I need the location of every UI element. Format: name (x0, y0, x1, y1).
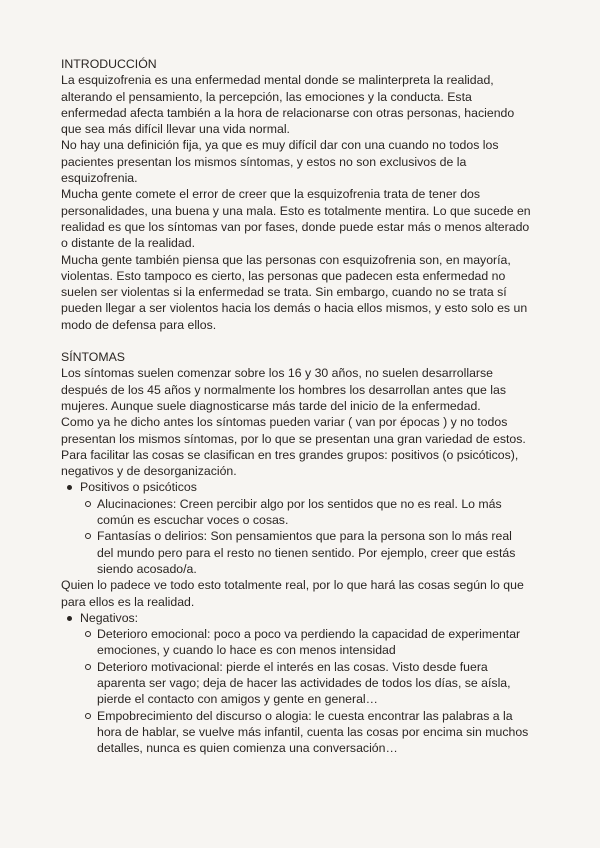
intro-paragraph: No hay una definición fija, ya que es muy difícil dar con una cuando no todos los pacientes presentan los mismos síntomas, y estos no son exclusivos de la esquizofrenia. (61, 138, 499, 186)
intro-paragraph: La esquizofrenia es una enfermedad mental donde se malinterpreta la realidad, alterando el pensamiento, la percepción, las emociones y la conducta. Esta enfermedad afecta también a la hora de relacionarse con otras personas, haciendo que sea más difícil llevar una vida normal. (61, 73, 515, 137)
sintomas-paragraph: Como ya he dicho antes los síntomas pueden variar ( van por épocas ) y no todos presentan los mismos síntomas, por lo que se presentan una gran variedad de estos. (61, 415, 526, 446)
sintomas-paragraph: Los síntomas suelen comenzar sobre los 16 y 30 años, no suelen desarrollarse después de los 45 años y normalmente los hombres los desarrollan antes que las mujeres. Aunque suele diagnosticarse más tarde del inicio de la enfermedad. (61, 366, 506, 413)
list-item: Alucinaciones: Creen percibir algo por los sentidos que no es real. Lo más común es escuchar voces o cosas. (61, 496, 531, 529)
positivos-sublist (61, 496, 531, 577)
positivos-label: Positivos o psicóticos (80, 480, 197, 495)
sintomas-heading: SÍNTOMAS (61, 350, 126, 365)
negativos-label: Negativos: (80, 610, 139, 625)
intro-heading: INTRODUCCIÓN (61, 57, 157, 71)
list-item: Deterioro emocional: poco a poco va perdiendo la capacidad de experimentar emociones, y cuando lo hace es con menos intensidad (61, 626, 531, 659)
list-item-negativos (61, 610, 531, 757)
positivos-list (61, 479, 531, 577)
list-item: Fantasías o delirios: Son pensamientos que para la persona son lo más real del mundo pero para el resto no tienen sentido. Por ejemplo, creer que estás siendo acosado/a. (61, 528, 531, 577)
between-paragraph: Quien lo padece ve todo esto totalmente real, por lo que hará las cosas según lo que para ellos es la realidad. (61, 578, 524, 609)
intro-paragraph: Mucha gente comete el error de creer que la esquizofrenia trata de tener dos personalidades, una buena y una mala. Esto es totalmente mentira. Lo que sucede en realidad es que los síntomas van por fases, donde puede estar más o menos alterado o distante de la realidad. (61, 187, 531, 251)
list-item-positivos (61, 479, 531, 577)
intro-paragraph: Mucha gente también piensa que las personas con esquizofrenia son, en mayoría, violentas. Esto tampoco es cierto, las personas que padecen esta enfermedad no suelen ser violentas si la enfermedad se trata. Sin embargo, cuando no se trata sí pueden llegar a ser violentos hacia los demás o hacia ellos mismos, y esto solo es un modo de defensa para ellos. (61, 252, 528, 332)
negativos-list (61, 610, 531, 757)
list-item: Deterioro motivacional: pierde el interés en las cosas. Visto desde fuera aparenta ser vago; deja de hacer las actividades de todos los días, se aísla, pierde el contacto con amigos y gente en general… (61, 659, 531, 708)
list-item: Empobrecimiento del discurso o alogia: le cuesta encontrar las palabras a la hora de hablar, se vuelve más infantil, cuenta las cosas por encima sin muchos detalles, nunca es quien comienza una conversación… (61, 708, 531, 757)
sintomas-paragraph: Para facilitar las cosas se clasifican en tres grandes grupos: positivos (o psicóticos), negativos y de desorganización. (61, 447, 519, 479)
negativos-sublist (61, 626, 531, 756)
document-body (61, 56, 531, 756)
section-gap (61, 333, 531, 349)
